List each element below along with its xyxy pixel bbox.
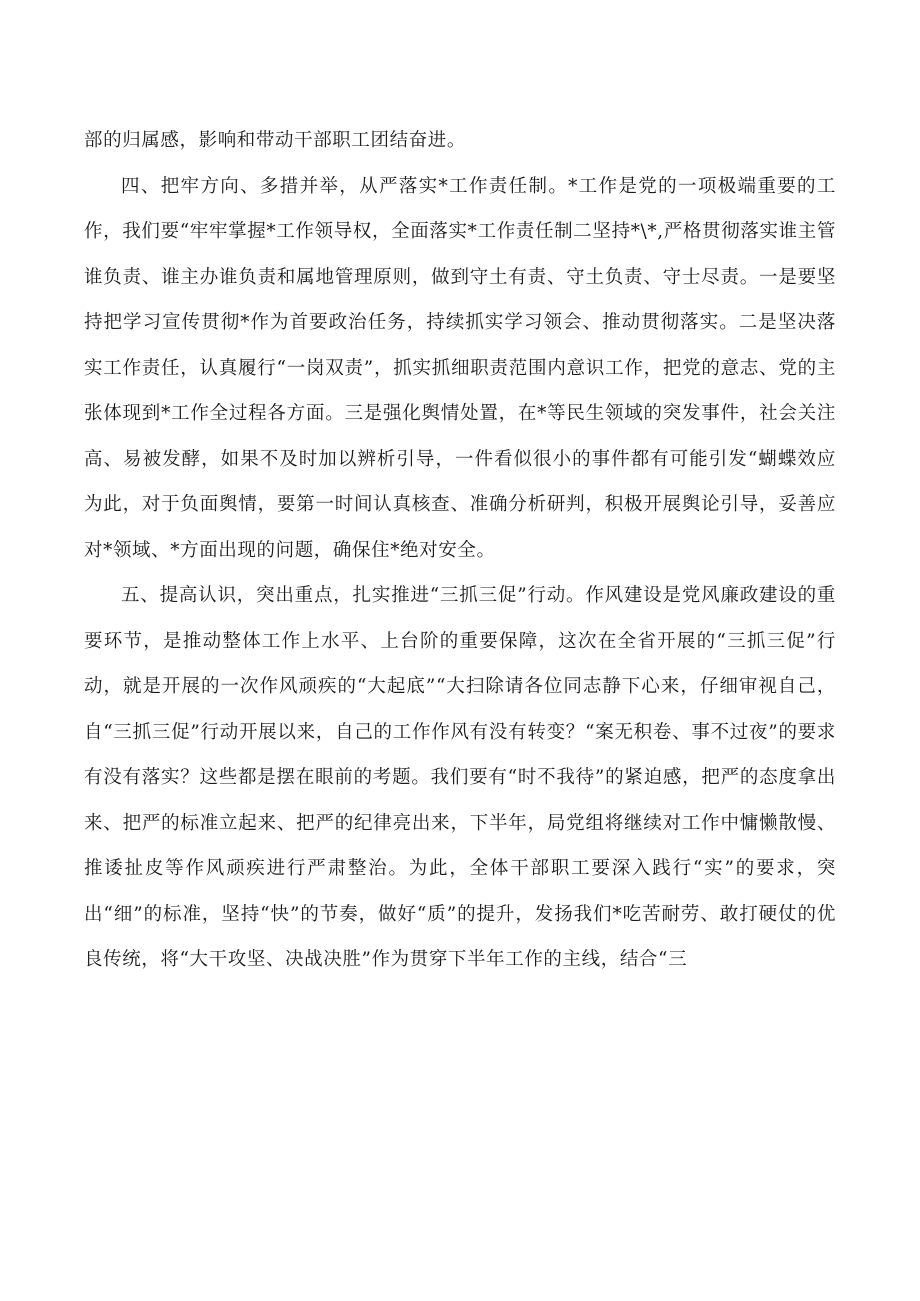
paragraph-section-five: 五、提高认识，突出重点，扎实推进“三抓三促”行动。作风建设是党风廉政建设的重要环节，是推动整体工作上水平、上台阶的重要保障，这次在全省开展的“三抓三促”行动，就是开展的一次作风顽疾的“大起底”“大扫除请各位同志静下心来，仔细审视自己，自“三抓三促”行动开展以来，自己的工作作风有没有转变？“案无积卷、事不过夜”的要求有没有落实？这些都是摆在眼前的考题。我们要有“时不我待”的紧迫感，把严的态度拿出来、把严的标准立起来、把严的纪律亮出来，下半年，局党组将继续对工作中慵懒散慢、推诿扯皮等作风顽疾进行严肃整治。为此，全体干部职工要深入践行“实”的要求，突出“细”的标准，坚持“快”的节奏，做好“质”的提升，发扬我们*吃苦耐劳、敢打硬仗的优良传统，将“大干攻坚、决战决胜”作为贯穿下半年工作的主线，结合“三 (84, 585, 836, 970)
document-page (84, 118, 836, 983)
paragraph-section-four: 四、把牢方向、多措并举，从严落实*工作责任制。*工作是党的一项极端重要的工作，我们要“牢牢掌握*工作领导权，全面落实*工作责任制二坚持*\*,严格贯彻落实谁主管谁负责、谁主办谁负责和属地管理原则，做到守土有责、守土负责、守士尽责。一是要坚持把学习宣传贯彻*作为首要政治任务，持续抓实学习领会、推动贯彻落实。二是坚决落实工作责任，认真履行“一岗双责”，抓实抓细职责范围内意识工作，把党的意志、党的主张体现到*工作全过程各方面。三是强化舆情处置，在*等民生领域的突发事件，社会关注高、易被发酵，如果不及时加以辨析引导，一件看似很小的事件都有可能引发“蝴蝶效应为此，对于负面舆情，要第一时间认真核查、准确分析研判，积极开展舆论引导，妥善应对*领域、*方面出现的问题，确保住*绝对安全。 (84, 175, 836, 561)
paragraph-continuation: 部的归属感，影响和带动干部职工团结奋进。 (84, 130, 467, 151)
